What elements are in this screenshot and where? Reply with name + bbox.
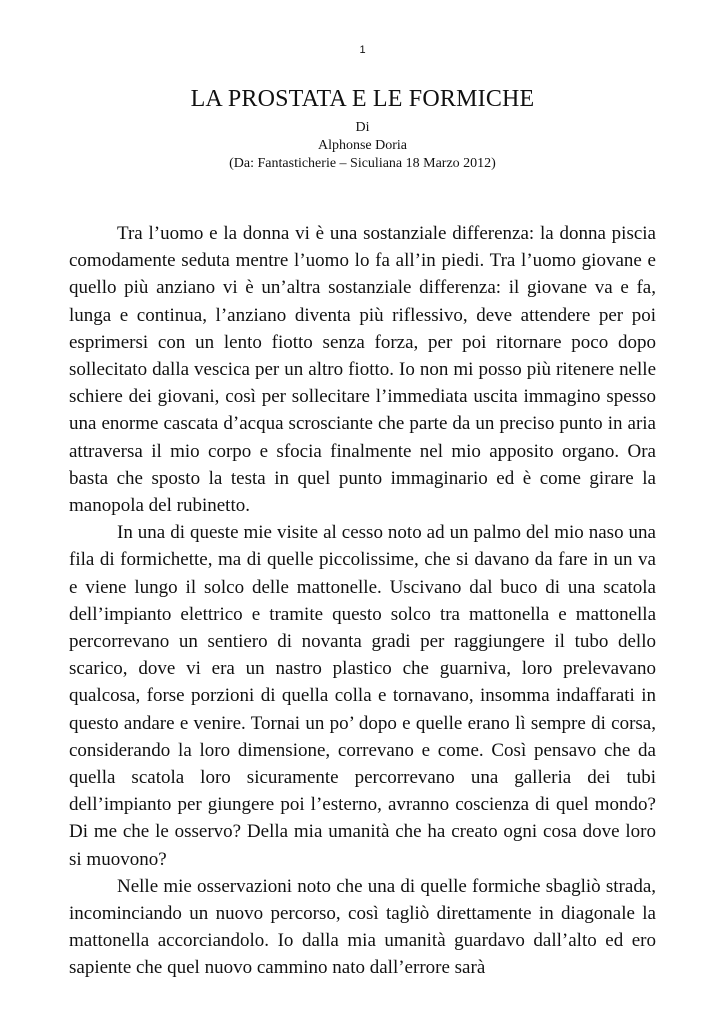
paragraph: In una di queste mie visite al cesso noto ad un palmo del mio naso una fila di formichette, ma di quelle piccolissime, che si davano da fare in un va e viene lungo il solco delle mattonelle. Uscivano dal buco di una scatola dell’impianto elettrico e tramite questo solco tra mattonella e mattonella percorrevano un sentiero di novanta gradi per raggiungere il tubo dello scarico, dove vi era un nastro plastico che guarniva, loro prelevavano qualcosa, forse porzioni di quella colla e tornavano, insomma indaffarati in questo andare e venire. Tornai un po’ dopo e quelle erano lì sempre di corsa, considerando la loro dimensione, correvano e come. Così pensavo che da quella scatola loro sicuramente percorrevano una galleria dei tubi dell’impianto per giungere poi l’esterno, avranno coscienza di quel mondo? Di me che le osservo? Della mia umanità che ha creato ogni cosa dove loro si muovono? <box>69 522 656 870</box>
source-note: (Da: Fantasticherie – Siculiana 18 Marzo 2012) <box>229 156 496 171</box>
story-body <box>69 220 656 982</box>
page-number: 1 <box>359 44 366 56</box>
byline-di: Di <box>355 120 370 135</box>
paragraph: Nelle mie osservazioni noto che una di quelle formiche sbagliò strada, incominciando un nuovo percorso, così tagliò direttamente in diagonale la mattonella accorciandolo. Io dalla mia umanità guardavo dall’alto ed ero sapiente che quel nuovo cammino nato dall’errore sarà <box>69 875 656 979</box>
paragraph: Tra l’uomo e la donna vi è una sostanziale differenza: la donna piscia comodamente seduta mentre l’uomo lo fa all’in piedi. Tra l’uomo giovane e quello più anziano vi è un’altra sostanziale differenza: il giovane va e fa, lunga e continua, l’anziano diventa più riflessivo, deve attendere per poi esprimersi con un lento fiotto senza forza, per poi ritornare poco dopo sollecitato dalla vescica per un altro fiotto. Io non mi posso più ritenere nelle schiere dei giovani, così per sollecitare l’immediata uscita immagino spesso una enorme cascata d’acqua scrosciante che parte da un preciso punto in aria attraversa il mio corpo e sfocia finalmente nel mio apposito organo. Ora basta che sposto la testa in quel punto immaginario ed è come girare la manopola del rubinetto. <box>69 223 656 517</box>
author-name: Alphonse Doria <box>317 138 408 153</box>
document-title: LA PROSTATA E LE FORMICHE <box>190 86 535 112</box>
